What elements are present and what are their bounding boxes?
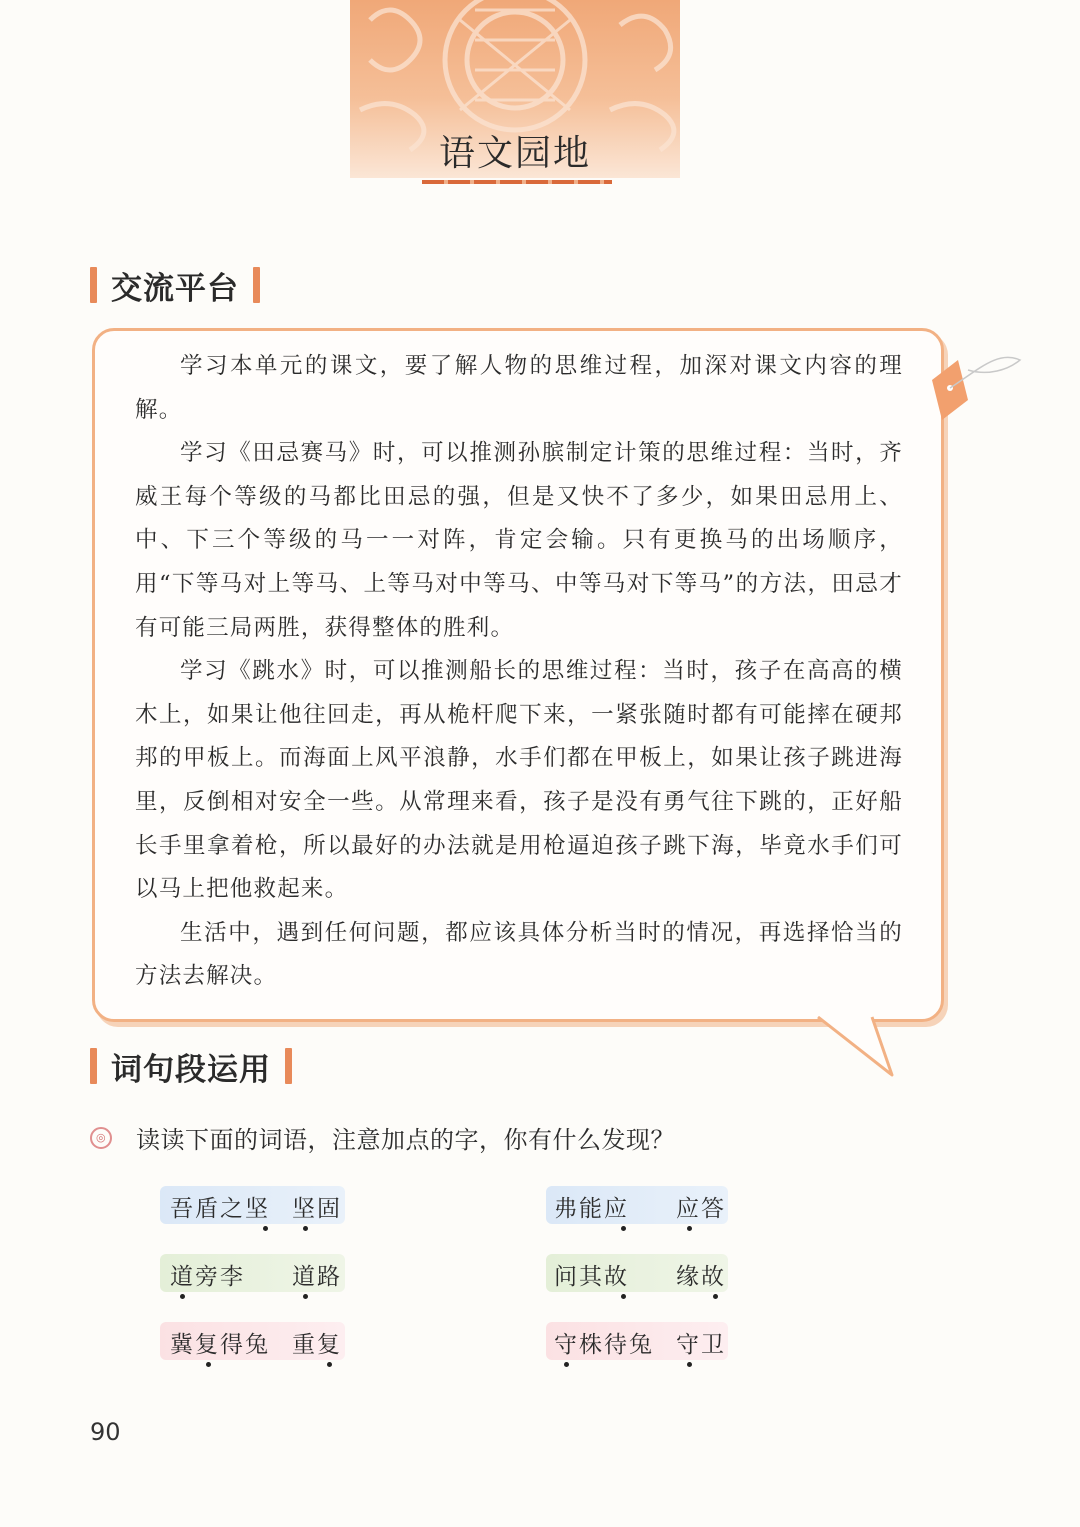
section-header-exchange bbox=[90, 263, 260, 307]
word-first: 守株待兔 bbox=[554, 1332, 654, 1358]
emphasis-dot bbox=[303, 1294, 308, 1299]
emphasis-dot bbox=[621, 1226, 626, 1231]
word-second: 应答 bbox=[676, 1196, 726, 1222]
emphasis-dot bbox=[327, 1362, 332, 1367]
speech-bubble-tail bbox=[810, 1005, 900, 1085]
emphasis-dot bbox=[303, 1226, 308, 1231]
exercise-instruction bbox=[90, 1120, 675, 1155]
section-bar-left bbox=[90, 267, 97, 303]
word-second: 重复 bbox=[292, 1332, 342, 1358]
emphasis-dot bbox=[564, 1362, 569, 1367]
hang-tag-icon bbox=[928, 340, 1028, 430]
paragraph-4: 生活中，遇到任何问题，都应该具体分析当时的情况，再选择恰当的方法去解决。 bbox=[135, 919, 903, 990]
exchange-panel bbox=[92, 328, 944, 1022]
section-bar-right bbox=[253, 267, 260, 303]
paragraph-3: 学习《跳水》时，可以推测船长的思维过程：当时，孩子在高高的横木上，如果让他往回走，再从桅杆爬下来，一紧张随时都有可能摔在硬邦邦的甲板上。而海面上风平浪静，水手们都在甲板上，如果让孩子跳进海里，反倒相对安全一些。从常理来看，孩子是没有勇气往下跳的，正好船长手里拿着枪，所以最好的办法就是用枪逼迫孩子跳下海，毕竟水手们可以马上把他救起来。 bbox=[135, 658, 903, 903]
header-banner bbox=[350, 0, 680, 178]
word-first: 道旁李 bbox=[170, 1264, 245, 1290]
panel-text bbox=[135, 345, 903, 999]
emphasis-dot bbox=[713, 1294, 718, 1299]
emphasis-dot bbox=[263, 1226, 268, 1231]
word-pair-1 bbox=[160, 1186, 345, 1224]
paragraph-2: 学习《田忌赛马》时，可以推测孙膑制定计策的思维过程：当时，齐威王每个等级的马都比田忌的强，但是又快不了多少，如果田忌用上、中、下三个等级的马一一对阵，肯定会输。只有更换马的出场顺序，用“下等马对上等马、上等马对中等马、中等马对下等马”的方法，田忌才有可能三局两胜，获得整体的胜利。 bbox=[135, 440, 903, 641]
emphasis-dot bbox=[687, 1362, 692, 1367]
word-first: 冀复得兔 bbox=[170, 1332, 270, 1358]
word-pair-4 bbox=[546, 1254, 728, 1292]
emphasis-dot bbox=[180, 1294, 185, 1299]
section-title-usage: 词句段运用 bbox=[111, 1051, 271, 1088]
emphasis-dot bbox=[687, 1226, 692, 1231]
word-second: 守卫 bbox=[676, 1332, 726, 1358]
paragraph-1: 学习本单元的课文，要了解人物的思维过程，加深对课文内容的理解。 bbox=[135, 353, 903, 423]
word-pair-3 bbox=[160, 1254, 345, 1292]
word-pair-6 bbox=[546, 1322, 728, 1360]
emphasis-dot bbox=[621, 1294, 626, 1299]
section-header-usage bbox=[90, 1044, 292, 1088]
word-second: 道路 bbox=[292, 1264, 342, 1290]
word-pair-2 bbox=[546, 1186, 728, 1224]
word-first: 吾盾之坚 bbox=[170, 1196, 270, 1222]
word-pair-5 bbox=[160, 1322, 345, 1360]
word-second: 坚固 bbox=[292, 1196, 342, 1222]
emphasis-dot bbox=[206, 1362, 211, 1367]
instruction-text: 读读下面的词语，注意加点的字，你有什么发现？ bbox=[136, 1126, 675, 1154]
page-title: 语文园地 bbox=[438, 133, 591, 174]
seal-icon: ◎ bbox=[90, 1127, 112, 1149]
section-title-exchange: 交流平台 bbox=[111, 270, 239, 307]
word-first: 问其故 bbox=[554, 1264, 629, 1290]
page-number: 90 bbox=[90, 1418, 121, 1446]
word-first: 弗能应 bbox=[554, 1196, 629, 1222]
section-bar-right bbox=[285, 1048, 292, 1084]
title-underline bbox=[422, 180, 612, 184]
word-second: 缘故 bbox=[676, 1264, 726, 1290]
section-bar-left bbox=[90, 1048, 97, 1084]
